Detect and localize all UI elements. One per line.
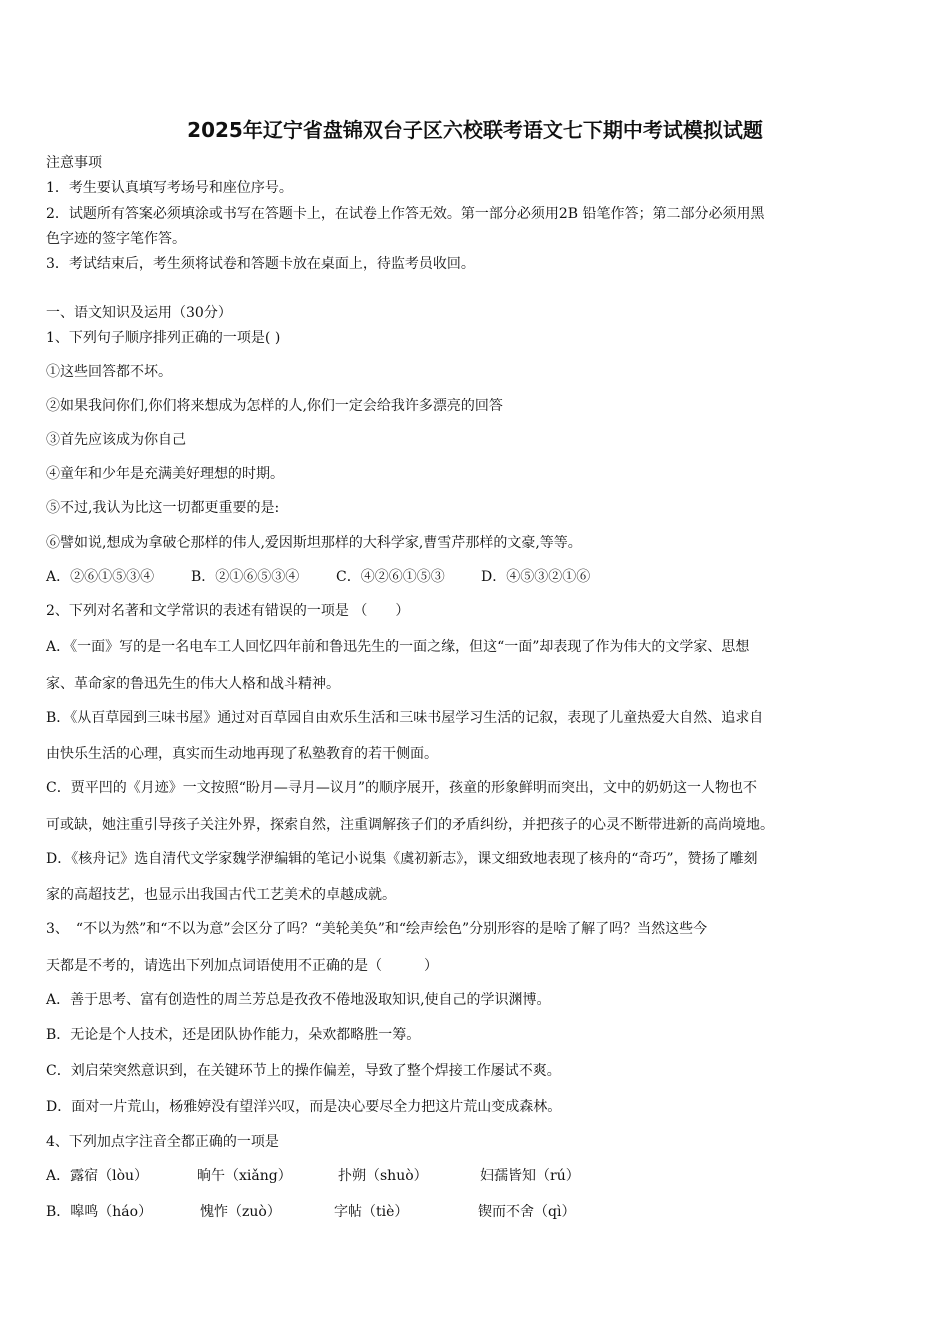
q2-line: B．《从百草园到三味书屋》通过对百草园自由欢乐生活和三味书屋学习生活的记叙，表现了儿童热爱大自然、追求自 <box>46 710 764 726</box>
q1-sentence: ①这些回答都不坏。 <box>46 364 172 380</box>
q1-options <box>46 566 590 586</box>
q1-sentence: ④童年和少年是充满美好理想的时期。 <box>46 466 284 482</box>
q1-option-b: B．②①⑥⑤③④ <box>191 569 300 585</box>
q4-b-item: 字帖（tiè） <box>334 1204 409 1220</box>
q1-sentence: ⑥譬如说,想成为拿破仑那样的伟人,爱因斯坦那样的大科学家,曹雪芹那样的文豪,等等。 <box>46 535 582 551</box>
exam-title: 2025年辽宁省盘锦双台子区六校联考语文七下期中考试模拟试题 <box>187 118 763 142</box>
question-2-stem: 2、下列对名著和文学常识的表述有错误的一项是 （ ） <box>46 603 410 619</box>
notice-item: 2．试题所有答案必须填涂或书写在答题卡上，在试卷上作答无效。第一部分必须用2B 铅笔作答；第二部分必须用黑 <box>46 206 765 222</box>
q1-sentence: ②如果我问你们,你们将来想成为怎样的人,你们一定会给我许多漂亮的回答 <box>46 398 503 414</box>
notice-item: 色字迹的签字笔作答。 <box>46 231 186 247</box>
q1-sentence: ③首先应该成为你自己 <box>46 432 186 448</box>
q3-option-b: B．无论是个人技术，还是团队协作能力，朵欢都略胜一筹。 <box>46 1027 421 1043</box>
q2-line: D．《核舟记》选自清代文学家魏学洢编辑的笔记小说集《虞初新志》，课文细致地表现了核舟的“奇巧”，赞扬了雕刻 <box>46 851 758 867</box>
q4-b-item: B．嗥鸣（háo） <box>46 1204 153 1220</box>
q1-option-a: A．②⑥①⑤③④ <box>46 569 155 585</box>
notice-heading: 注意事项 <box>46 155 102 171</box>
question-1-stem: 1、下列句子顺序排列正确的一项是( ) <box>46 330 281 346</box>
q2-line: 由快乐生活的心理，真实而生动地再现了私塾教育的若干侧面。 <box>46 746 438 762</box>
q2-line: 家的高超技艺，也显示出我国古代工艺美术的卓越成就。 <box>46 887 396 903</box>
section-heading: 一、语文知识及运用（30分） <box>46 305 232 321</box>
q2-line: C．贾平凹的《月迹》一文按照“盼月—寻月—议月”的顺序展开，孩童的形象鲜明而突出，文中的奶奶这一人物也不 <box>46 780 758 796</box>
notice-item: 1．考生要认真填写考场号和座位序号。 <box>46 180 293 196</box>
q3-option-c: C．刘启荣突然意识到，在关键环节上的操作偏差，导致了整个焊接工作屡试不爽。 <box>46 1063 561 1079</box>
q3-option-d: D．面对一片荒山，杨雅婷没有望洋兴叹，而是决心要尽全力把这片荒山变成森林。 <box>46 1099 562 1115</box>
q1-option-d: D．④⑤③②①⑥ <box>481 569 591 585</box>
q1-option-c: C．④②⑥①⑤③ <box>336 569 445 585</box>
notice-item: 3．考试结束后，考生须将试卷和答题卡放在桌面上，待监考员收回。 <box>46 256 475 272</box>
q4-b-item: 愧怍（zuò） <box>200 1204 281 1220</box>
question-3-stem: 3、 “不以为然”和“不以为意”会区分了吗？“美轮美奂”和“绘声绘色”分别形容的是啥了解了吗？当然这些今 <box>46 921 708 937</box>
q4-a-item: 扑朔（shuò） <box>338 1168 428 1184</box>
question-4-stem: 4、下列加点字注音全都正确的一项是 <box>46 1134 279 1150</box>
q4-a-item: A．露宿（lòu） <box>46 1168 149 1184</box>
q4-a-item: 晌午（xiǎng） <box>197 1168 292 1184</box>
q1-sentence: ⑤不过,我认为比这一切都更重要的是: <box>46 500 280 516</box>
q3-option-a: A．善于思考、富有创造性的周兰芳总是孜孜不倦地汲取知识,使自己的学识渊博。 <box>46 992 551 1008</box>
q2-line: A．《一面》写的是一名电车工人回忆四年前和鲁迅先生的一面之缘，但这“一面”却表现了作为伟大的文学家、思想 <box>46 639 750 655</box>
q2-line: 家、革命家的鲁迅先生的伟大人格和战斗精神。 <box>46 676 340 692</box>
q2-line: 可或缺，她注重引导孩子关注外界，探索自然，注重调解孩子们的矛盾纠纷，并把孩子的心灵不断带进新的高尚境地。 <box>46 817 774 833</box>
q4-a-item: 妇孺皆知（rú） <box>480 1168 580 1184</box>
q4-b-item: 锲而不舍（qì） <box>478 1204 576 1220</box>
question-3-stem-cont: 天都是不考的，请选出下列加点词语使用不正确的是（ ） <box>46 958 438 974</box>
